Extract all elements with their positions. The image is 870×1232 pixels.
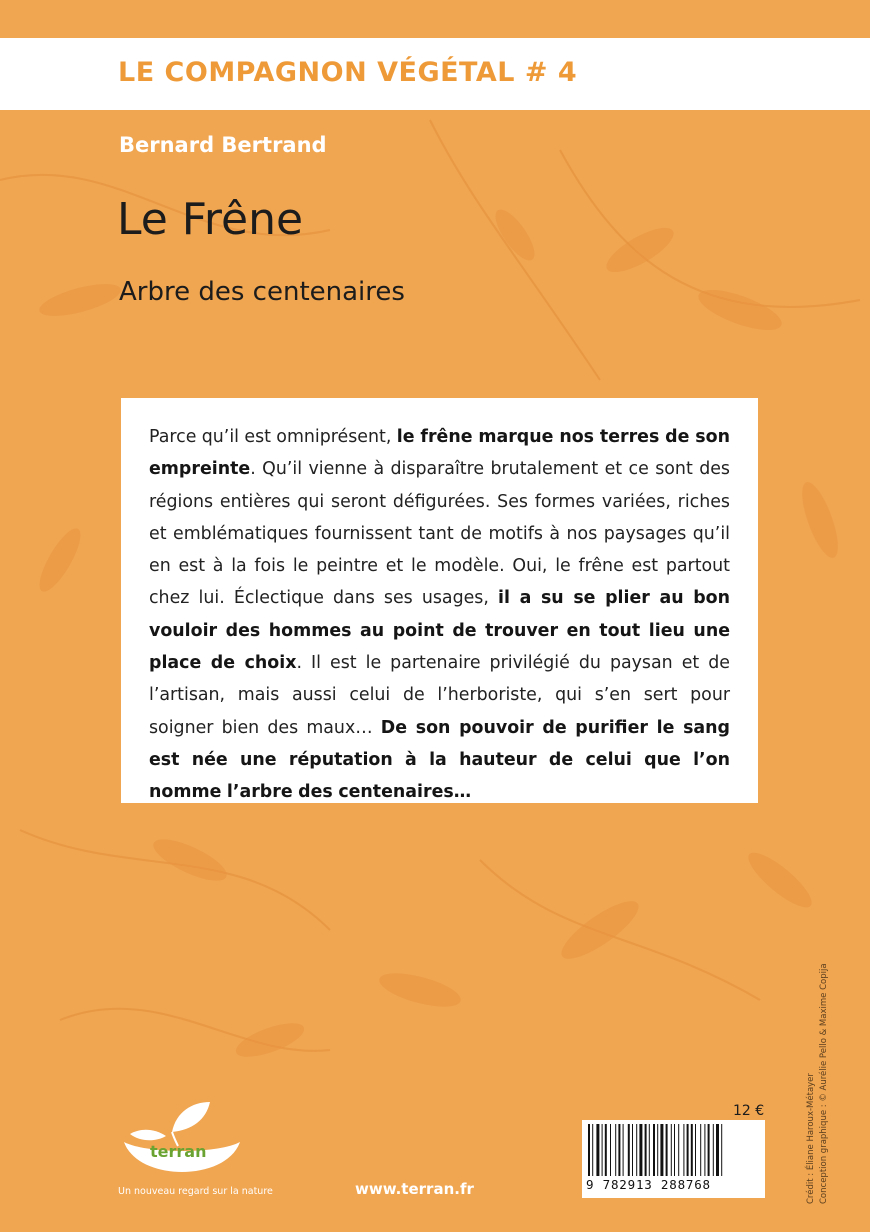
- barcode-bar: [628, 1124, 630, 1176]
- credit-line: Crédit : Éliane Haroux-Métayer: [806, 1073, 816, 1204]
- book-subtitle: Arbre des centenaires: [119, 277, 405, 307]
- barcode-bar: [615, 1124, 616, 1176]
- barcode-bar: [588, 1124, 590, 1176]
- logo-wordmark: terran: [150, 1142, 207, 1161]
- blurb-text: [149, 421, 730, 809]
- barcode-bar: [636, 1124, 637, 1176]
- barcode-bar: [687, 1124, 689, 1176]
- book-title: Le Frêne: [117, 194, 304, 245]
- publisher-tagline: Un nouveau regard sur la nature: [118, 1186, 273, 1197]
- barcode-bar: [695, 1124, 696, 1176]
- barcode-bar: [649, 1124, 650, 1176]
- barcode-bar: [653, 1124, 655, 1176]
- blurb-emphasis: il a su se plier au bon vouloir des hommes au point de trouver en tout lieu une place de choix: [149, 588, 731, 674]
- barcode-bar: [716, 1124, 719, 1176]
- barcode-bar: [605, 1124, 607, 1176]
- barcode-bar: [683, 1124, 684, 1176]
- barcode-bar: [674, 1124, 675, 1176]
- blurb-segment: . Qu’il vienne à disparaître brutalement et ce sont des régions entières qui seront défigurées. Ses formes variées, riches et emblématiques fournissent tant de motifs à nos paysages qu’il en est à la fois le peintre et le modèle. Oui, le frêne est partout chez lui. Éclectique dans ses usages,: [149, 459, 730, 609]
- barcode-bar: [596, 1124, 599, 1176]
- blurb-box: [121, 398, 758, 803]
- price-label: 12 €: [733, 1103, 765, 1119]
- blurb-emphasis: De son pouvoir de purifier le sang est née une réputation à la hauteur de celui que l’on nomme l’arbre des centenaires…: [149, 717, 730, 803]
- barcode-bars: [586, 1124, 762, 1176]
- barcode-bar: [660, 1124, 663, 1176]
- isbn-barcode: [582, 1120, 765, 1198]
- credit-line: Conception graphique : © Aurélie Pello & Maxime Copija: [819, 963, 829, 1204]
- barcode-bar: [671, 1124, 672, 1176]
- terran-logo: [118, 1098, 246, 1178]
- blurb-segment: Parce qu’il est omniprésent,: [149, 427, 397, 447]
- blurb-segment: . Il est le partenaire privilégié du paysan et de l’artisan, mais aussi celui de l’herboriste, qui s’en sert pour soigner bien des maux…: [149, 653, 730, 738]
- barcode-bar: [618, 1124, 620, 1176]
- barcode-bar: [713, 1124, 714, 1176]
- barcode-bar: [700, 1124, 701, 1176]
- barcode-bar: [632, 1124, 633, 1176]
- barcode-bar: [657, 1124, 658, 1176]
- barcode-bar: [639, 1124, 642, 1176]
- barcode-bar: [645, 1124, 647, 1176]
- credits: [805, 963, 831, 1204]
- isbn-number: 9 782913 288768: [586, 1177, 711, 1192]
- barcode-bar: [708, 1124, 710, 1176]
- blurb-emphasis: le frêne marque nos terres de son empreinte: [149, 427, 730, 480]
- barcode-bar: [592, 1124, 593, 1176]
- author-name: Bernard Bertrand: [119, 133, 327, 157]
- barcode-bar: [623, 1124, 624, 1176]
- website-link[interactable]: www.terran.fr: [355, 1180, 474, 1198]
- barcode-bar: [704, 1124, 705, 1176]
- barcode-bar: [666, 1124, 668, 1176]
- barcode-bar: [610, 1124, 611, 1176]
- barcode-bar: [678, 1124, 679, 1176]
- barcode-bar: [602, 1124, 603, 1176]
- barcode-bar: [721, 1124, 722, 1176]
- barcode-bar: [691, 1124, 693, 1176]
- series-title: LE COMPAGNON VÉGÉTAL # 4: [118, 57, 578, 88]
